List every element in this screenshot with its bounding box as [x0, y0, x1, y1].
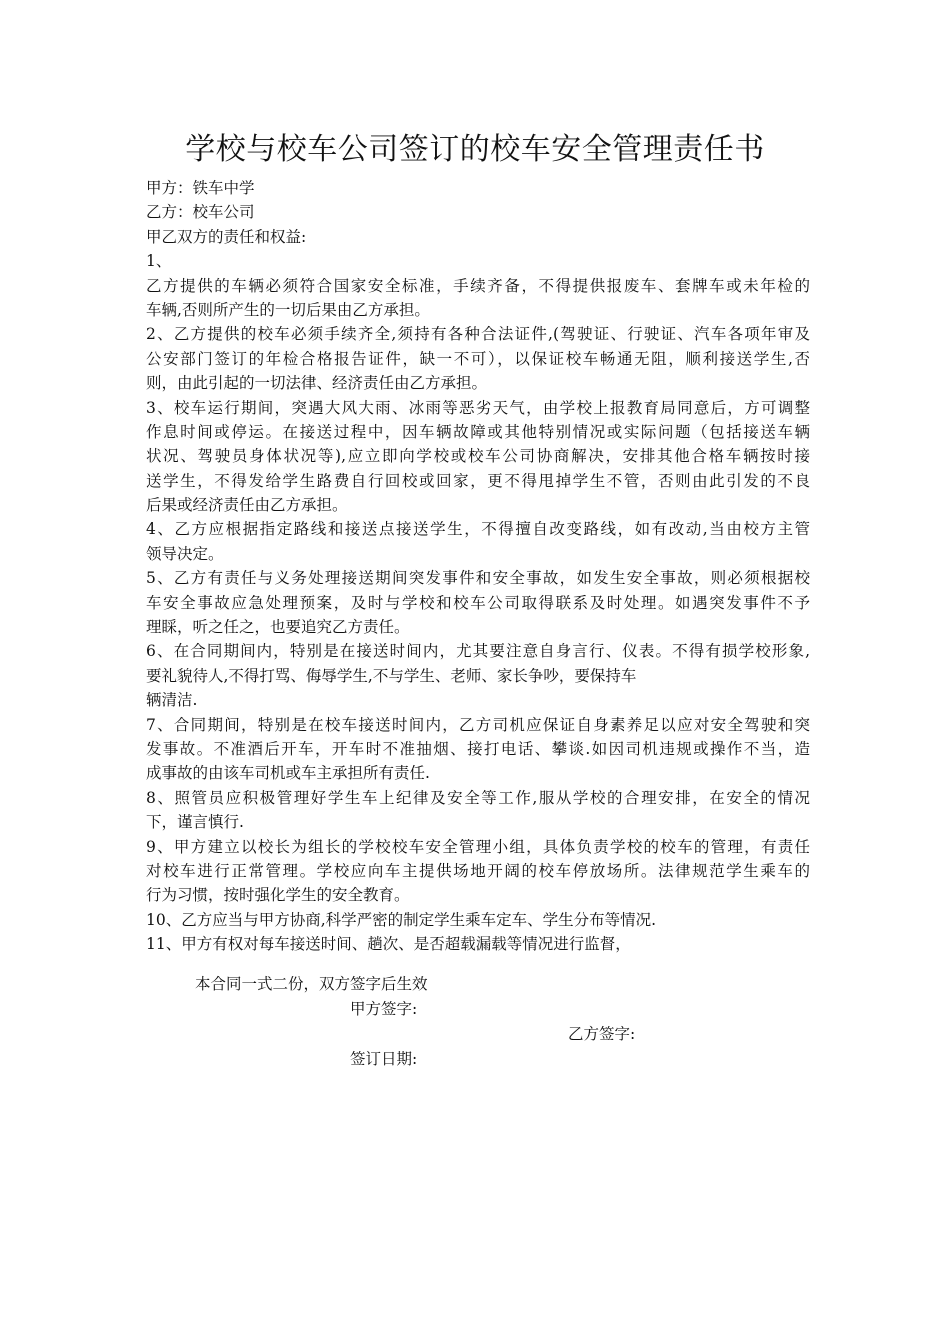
- party-b: 乙方：校车公司: [146, 203, 255, 222]
- item-2-line: 则，由此引起的一切法律、经济责任由乙方承担。: [146, 374, 488, 393]
- item-7-line: 发事故。不准酒后开车，开车时不准抽烟、接打电话、攀谈.如因司机违规或操作不当，造: [146, 739, 810, 758]
- item-8: [146, 786, 810, 835]
- closing-statement: 本合同一式二份，双方签字后生效: [195, 975, 428, 993]
- item-5-line: 理睬，听之任之，也要追究乙方责任。: [146, 618, 410, 637]
- item-1: [146, 274, 810, 323]
- party-a-signature-label: 甲方签字:: [350, 1000, 418, 1018]
- item-1-number: 1、: [146, 252, 172, 271]
- item-7-line: 7、合同期间，特别是在校车接送时间内，乙方司机应保证自身素养足以应对安全驾驶和突: [146, 715, 810, 734]
- item-5-line: 5、乙方有责任与义务处理接送期间突发事件和安全事故，如发生安全事故，则必须根据校: [146, 569, 810, 588]
- item-11: 11、甲方有权对每车接送时间、趟次、是否超载漏载等情况进行监督，: [146, 935, 631, 954]
- document-title: 学校与校车公司签订的校车安全管理责任书: [185, 132, 765, 167]
- item-5: [146, 566, 810, 639]
- item-4-line: 4、乙方应根据指定路线和接送点接送学生，不得擅自改变路线，如有改动,当由校方主管: [146, 520, 810, 539]
- document-body: [146, 176, 810, 957]
- rights-heading: 甲乙双方的责任和权益:: [146, 227, 307, 246]
- item-7-line: 成事故的由该车司机或车主承担所有责任.: [146, 764, 430, 783]
- item-6: [146, 639, 810, 712]
- item-9-line: 对校车进行正常管理。学校应向车主提供场地开阔的校车停放场所。法律规范学生乘车的: [146, 861, 810, 880]
- item-8-line: 下，谨言慎行.: [146, 813, 244, 832]
- item-6-line: 要礼貌待人,不得打骂、侮辱学生,不与学生、老师、家长争吵，要保持车: [146, 666, 637, 685]
- item-10: 10、乙方应当与甲方协商,科学严密的制定学生乘车定车、学生分布等情况.: [146, 910, 657, 929]
- item-9-line: 9、甲方建立以校长为组长的学校校车安全管理小组，具体负责学校的校车的管理，有责任: [146, 837, 810, 856]
- item-9-line: 行为习惯，按时强化学生的安全教育。: [146, 886, 410, 905]
- party-a: 甲方：铁车中学: [146, 179, 255, 197]
- item-9: [146, 835, 810, 908]
- item-3-line: 后果或经济责任由乙方承担。: [146, 496, 348, 515]
- item-3-line: 送学生，不得发给学生路费自行回校或回家，更不得甩掉学生不管，否则由此引发的不良: [146, 471, 810, 490]
- party-b-signature-label: 乙方签字:: [568, 1025, 636, 1043]
- item-6-line: 辆清洁.: [146, 691, 198, 710]
- item-5-line: 车安全事故应急处理预案，及时与学校和校车公司取得联系及时处理。如遇突发事件不予: [146, 593, 810, 612]
- item-7: [146, 713, 810, 786]
- item-2-line: 公安部门签订的年检合格报告证件，缺一不可），以保证校车畅通无阻，顺利接送学生,否: [146, 349, 810, 368]
- item-3-line: 状况、驾驶员身体状况等),应立即向学校或校车公司协商解决，安排其他合格车辆按时接: [146, 447, 810, 466]
- item-6-line: 6、在合同期间内，特别是在接送时间内，尤其要注意自身言行、仪表。不得有损学校形象,: [146, 642, 810, 661]
- item-4: [146, 517, 810, 566]
- item-8-line: 8、照管员应积极管理好学生车上纪律及安全等工作,服从学校的合理安排，在安全的情况: [146, 788, 810, 807]
- item-1-line: 乙方提供的车辆必须符合国家安全标准，手续齐备，不得提供报废车、套牌车或未年检的: [146, 276, 810, 295]
- item-3: [146, 396, 810, 518]
- item-2-line: 2、乙方提供的校车必须手续齐全,须持有各种合法证件,(驾驶证、行驶证、汽车各项年审及: [146, 325, 810, 344]
- item-2: [146, 322, 810, 395]
- item-1-line: 车辆,否则所产生的一切后果由乙方承担。: [146, 300, 430, 319]
- item-3-line: 3、校车运行期间，突遇大风大雨、冰雨等恶劣天气，由学校上报教育局同意后，方可调整: [146, 398, 810, 417]
- item-3-line: 作息时间或停运。在接送过程中，因车辆故障或其他特别情况或实际问题（包括接送车辆: [146, 422, 810, 441]
- item-4-line: 领导决定。: [146, 544, 224, 563]
- sign-date-label: 签订日期:: [350, 1050, 418, 1068]
